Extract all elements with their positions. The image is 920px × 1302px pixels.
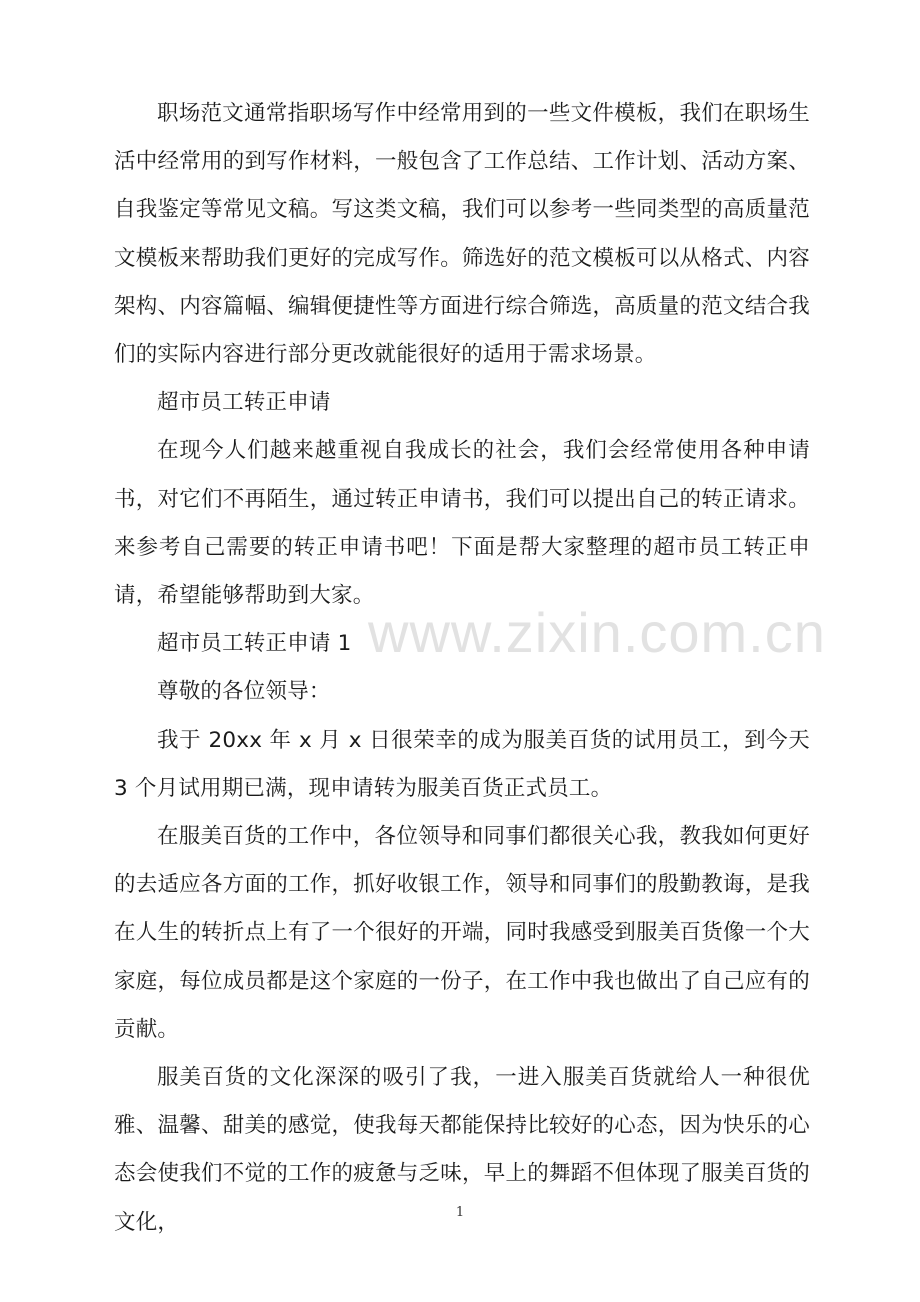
document-body	[114, 90, 810, 1247]
preface-paragraph: 在现今人们越来越重视自我成长的社会，我们会经常使用各种申请书，对它们不再陌生，通过转正申请书，我们可以提出自己的转正请求。来参考自己需要的转正申请书吧！下面是帮大家整理的超市员工转正申请，希望能够帮助到大家。	[114, 438, 810, 609]
salutation: 尊敬的各位领导：	[157, 679, 331, 705]
body-paragraph: 我于 20xx 年 x 月 x 日很荣幸的成为服美百货的试用员工，到今天 3 个月试用期已满，现申请转为服美百货正式员工。	[114, 727, 810, 801]
body-paragraph: 服美百货的文化深深的吸引了我，一进入服美百货就给人一种很优雅、温馨、甜美的感觉，使我每天都能保持比较好的心态，因为快乐的心态会使我们不觉的工作的疲惫与乏味，早上的舞蹈不但体现了服美百货的文化，	[114, 1065, 810, 1235]
watermark: www.zixin.com.cn	[368, 601, 826, 664]
page-number: 1	[455, 1205, 465, 1220]
body-paragraph: 在服美百货的工作中，各位领导和同事们都很关心我，教我如何更好的去适应各方面的工作，抓好收银工作，领导和同事们的殷勤教诲，是我在人生的转折点上有了一个很好的开端，同时我感受到服美百货像一个大家庭，每位成员都是这个家庭的一份子，在工作中我也做出了自己应有的贡献。	[114, 824, 810, 1042]
section-title: 超市员工转正申请	[157, 390, 331, 416]
intro-paragraph: 职场范文通常指职场写作中经常用到的一些文件模板，我们在职场生活中经常用的到写作材料，一般包含了工作总结、工作计划、活动方案、自我鉴定等常见文稿。写这类文稿，我们可以参考一些同类型的高质量范文模板来帮助我们更好的完成写作。筛选好的范文模板可以从格式、内容架构、内容篇幅、编辑便捷性等方面进行综合筛选，高质量的范文结合我们的实际内容进行部分更改就能很好的适用于需求场景。	[114, 101, 810, 368]
letter-title: 超市员工转正申请 1	[157, 631, 352, 657]
